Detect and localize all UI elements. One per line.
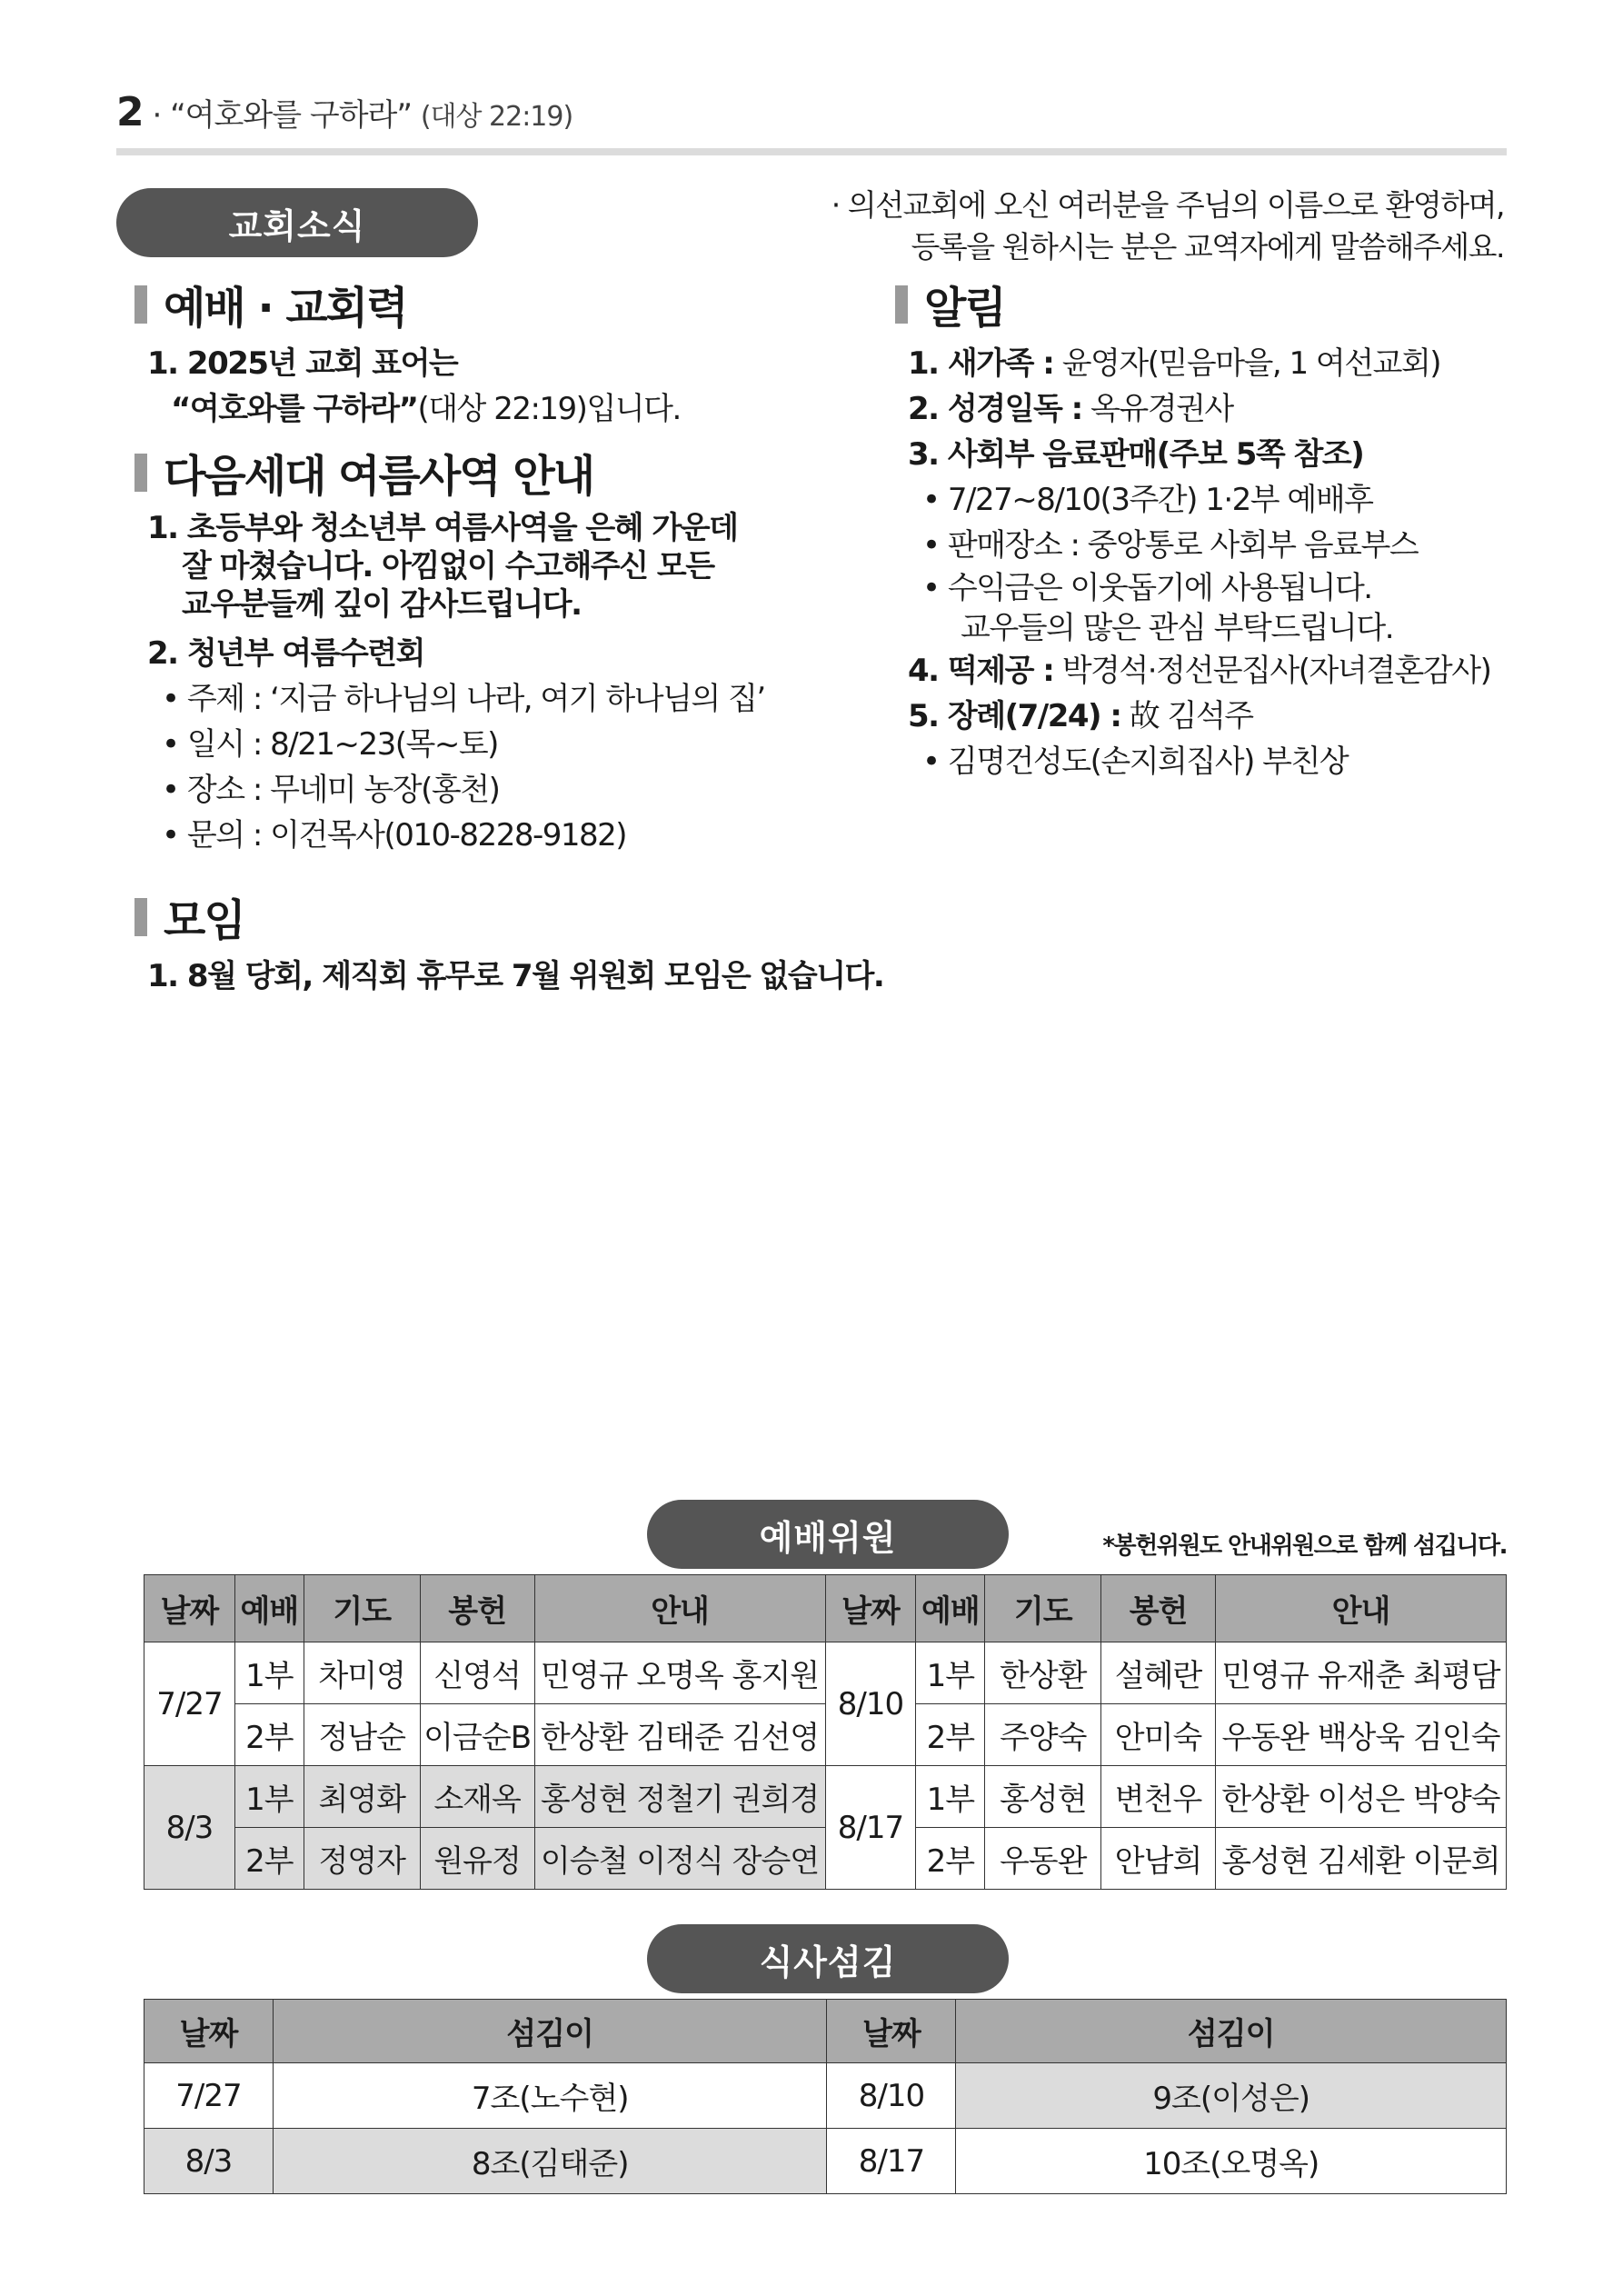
service-cell: 2부 — [234, 1828, 304, 1890]
church-news-label: 교회소식 — [116, 188, 478, 257]
summer-bullet-place: • 장소 : 무네미 농장(홍천) — [162, 772, 500, 808]
date-cell: 8/3 — [144, 1766, 235, 1890]
prayer-cell: 한상환 — [985, 1642, 1101, 1704]
guide-cell: 홍성현 정철기 권희경 — [534, 1766, 825, 1828]
prayer-cell: 최영화 — [304, 1766, 420, 1828]
summer-ministry-title: 다음세대 여름사역 안내 — [134, 441, 880, 504]
header-offering: 봉헌 — [1101, 1575, 1216, 1642]
meal-service-label: 식사섬김 — [647, 1924, 1009, 1993]
welcome-line-2: 등록을 원하시는 분은 교역자에게 말씀해주세요. — [911, 229, 1504, 265]
guide-cell: 민영규 유재춘 최평담 — [1215, 1642, 1506, 1704]
summer-bullet-date: • 일시 : 8/21~23(목~토) — [162, 726, 498, 763]
header-date: 날짜 — [825, 1575, 916, 1642]
header-service: 예배 — [234, 1575, 304, 1642]
prayer-cell: 차미영 — [304, 1642, 420, 1704]
date-cell: 8/17 — [827, 2129, 956, 2194]
header-divider — [116, 148, 1507, 155]
service-cell: 1부 — [916, 1766, 985, 1828]
service-cell: 1부 — [234, 1766, 304, 1828]
date-cell: 7/27 — [144, 2063, 274, 2129]
worship-committee-note: *봉헌위원도 안내위원으로 함께 섬깁니다. — [1102, 1532, 1507, 1560]
guide-cell: 민영규 오명옥 홍지원 — [534, 1642, 825, 1704]
section-bar-icon — [895, 285, 908, 324]
meeting-item-1: 1. 8월 당회, 제직회 휴무로 7월 위원회 모임은 없습니다. — [147, 958, 884, 994]
welcome-line-1: · 의선교회에 오신 여러분을 주님의 이름으로 환영하며, — [831, 187, 1504, 223]
guide-cell: 한상환 김태준 김선영 — [534, 1704, 825, 1766]
table-header-row — [144, 1575, 1507, 1642]
header-guide: 안내 — [1215, 1575, 1506, 1642]
header-date: 날짜 — [144, 1575, 235, 1642]
date-cell: 8/17 — [825, 1766, 916, 1890]
guide-cell: 한상환 이성은 박양숙 — [1215, 1766, 1506, 1828]
guide-cell: 홍성현 김세환 이문희 — [1215, 1828, 1506, 1890]
notice-drink-sale-place: • 판매장소 : 중앙통로 사회부 음료부스 — [922, 527, 1419, 564]
date-cell: 8/3 — [144, 2129, 274, 2194]
summer-item-1-cont: 잘 마쳤습니다. 아낌없이 수고해주신 모든 — [182, 548, 714, 584]
summer-item-1: 1. 초등부와 청소년부 여름사역을 은혜 가운데 — [147, 510, 738, 546]
header-server: 섬김이 — [956, 2000, 1507, 2063]
date-cell: 7/27 — [144, 1642, 235, 1766]
offering-cell: 이금순B — [420, 1704, 534, 1766]
header-guide: 안내 — [534, 1575, 825, 1642]
table-header-row — [144, 2000, 1507, 2063]
date-cell: 8/10 — [825, 1642, 916, 1766]
table-row — [144, 2129, 1507, 2194]
header-reference: (대상 22:19) — [420, 101, 573, 133]
offering-cell: 안남희 — [1101, 1828, 1216, 1890]
worship-committee-label: 예배위원 — [647, 1500, 1009, 1569]
server-cell: 10조(오명옥) — [956, 2129, 1507, 2194]
service-cell: 1부 — [234, 1642, 304, 1704]
notice-drink-sale-proceeds: • 수익금은 이웃돕기에 사용됩니다. — [922, 570, 1372, 606]
service-cell: 2부 — [916, 1704, 985, 1766]
notice-drink-sale-period: • 7/27~8/10(3주간) 1·2부 예배후 — [922, 482, 1373, 518]
summer-bullet-theme: • 주제 : ‘지금 하나님의 나라, 여기 하나님의 집’ — [162, 681, 765, 717]
worship-item-1: 1. 2025년 교회 표어는 — [147, 345, 458, 382]
header-prayer: 기도 — [985, 1575, 1101, 1642]
notice-rice-cake: 4. 떡제공 : 박경석·정선문집사(자녀결혼감사) — [908, 653, 1491, 689]
table-row — [144, 2063, 1507, 2129]
offering-cell: 소재옥 — [420, 1766, 534, 1828]
notice-funeral-detail: • 김명건성도(손지희집사) 부친상 — [922, 744, 1349, 780]
header-server: 섬김이 — [273, 2000, 827, 2063]
date-cell: 8/10 — [827, 2063, 956, 2129]
left-column — [134, 273, 884, 999]
summer-item-2: 2. 청년부 여름수련회 — [147, 635, 424, 672]
offering-cell: 설혜란 — [1101, 1642, 1216, 1704]
notice-bible-reading: 2. 성경일독 : 옥유경권사 — [908, 391, 1233, 427]
worship-item-1-cont: “여호와를 구하라”(대상 22:19)입니다. — [171, 391, 681, 427]
offering-cell: 변천우 — [1101, 1766, 1216, 1828]
worship-committee-table — [144, 1574, 1507, 1890]
notice-new-family: 1. 새가족 : 윤영자(믿음마을, 1 여선교회) — [908, 345, 1441, 382]
header-date: 날짜 — [144, 2000, 274, 2063]
notice-drink-sale: 3. 사회부 음료판매(주보 5쪽 참조) — [908, 436, 1364, 473]
summer-item-1-cont: 교우분들께 깊이 감사드립니다. — [182, 586, 582, 623]
meeting-title: 모임 — [134, 885, 880, 948]
header-prayer: 기도 — [304, 1575, 420, 1642]
table-row — [144, 1642, 1507, 1704]
notice-funeral: 5. 장례(7/24) : 故 김석주 — [908, 698, 1253, 734]
right-column — [895, 273, 1522, 784]
notice-title: 알림 — [895, 273, 1522, 335]
header-service: 예배 — [916, 1575, 985, 1642]
meal-service-table — [144, 1999, 1507, 2194]
service-cell: 1부 — [916, 1642, 985, 1704]
summer-bullet-contact: • 문의 : 이건목사(010-8228-9182) — [162, 817, 627, 854]
prayer-cell: 정영자 — [304, 1828, 420, 1890]
server-cell: 7조(노수현) — [273, 2063, 827, 2129]
server-cell: 8조(김태준) — [273, 2129, 827, 2194]
worship-calendar-title: 예배 · 교회력 — [134, 273, 880, 335]
header-offering: 봉헌 — [420, 1575, 534, 1642]
table-row — [144, 1766, 1507, 1828]
header-separator: · — [152, 97, 162, 134]
page-number: 2 — [116, 89, 144, 135]
notice-drink-sale-proceeds-cont: 교우들의 많은 관심 부탁드립니다. — [961, 610, 1394, 646]
section-bar-icon — [134, 285, 147, 324]
guide-cell: 이승철 이정식 장승연 — [534, 1828, 825, 1890]
page-header — [116, 89, 573, 135]
prayer-cell: 우동완 — [985, 1828, 1101, 1890]
header-date: 날짜 — [827, 2000, 956, 2063]
offering-cell: 원유정 — [420, 1828, 534, 1890]
offering-cell: 신영석 — [420, 1642, 534, 1704]
section-bar-icon — [134, 454, 147, 492]
service-cell: 2부 — [916, 1828, 985, 1890]
offering-cell: 안미숙 — [1101, 1704, 1216, 1766]
prayer-cell: 홍성현 — [985, 1766, 1101, 1828]
server-cell: 9조(이성은) — [956, 2063, 1507, 2129]
section-bar-icon — [134, 898, 147, 936]
guide-cell: 우동완 백상욱 김인숙 — [1215, 1704, 1506, 1766]
service-cell: 2부 — [234, 1704, 304, 1766]
header-title: “여호와를 구하라” — [170, 97, 413, 134]
prayer-cell: 주양숙 — [985, 1704, 1101, 1766]
prayer-cell: 정남순 — [304, 1704, 420, 1766]
welcome-message — [822, 185, 1504, 268]
